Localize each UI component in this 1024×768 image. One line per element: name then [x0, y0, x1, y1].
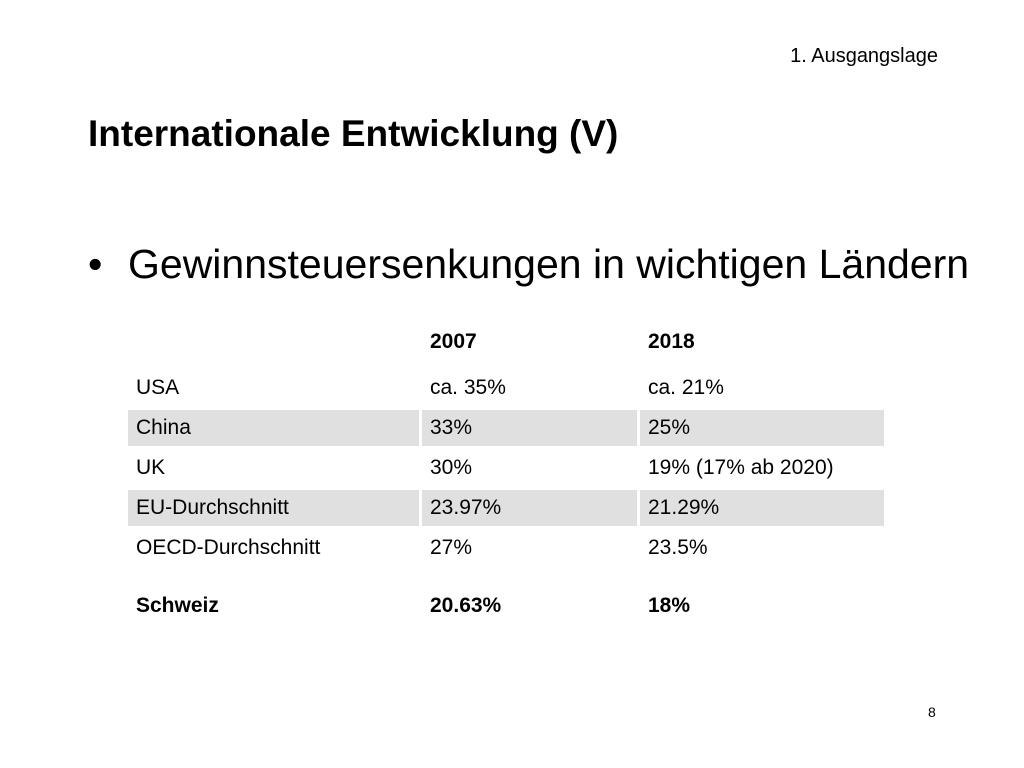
bullet-item [88, 238, 969, 290]
country-cell: UK [136, 456, 166, 479]
rate-2018-cell: 25% [640, 410, 884, 446]
country-cell: OECD-Durchschnitt [136, 536, 321, 559]
bullet-text: Gewinnsteuersenkungen in wichtigen Ländern [128, 241, 970, 287]
rate-2018-cell: 23.5% [648, 536, 708, 559]
country-cell: China [128, 410, 422, 446]
rate-2007-cell: 20.63% [430, 594, 502, 617]
table-row [128, 528, 884, 568]
table-row [128, 368, 884, 408]
page-number: 8 [928, 704, 936, 720]
table-row [128, 448, 884, 488]
table-row [128, 488, 884, 528]
rate-2007-cell: ca. 35% [430, 376, 506, 399]
rate-2007-cell: 27% [430, 536, 473, 559]
country-cell: USA [136, 376, 180, 399]
rate-2007-cell: 30% [430, 456, 473, 479]
tax-rate-table [128, 316, 884, 626]
rate-2007-cell: 23.97% [422, 490, 640, 526]
header-cell-2018: 2018 [648, 330, 695, 353]
rate-2018-cell: ca. 21% [648, 376, 724, 399]
bullet-icon: • [88, 241, 103, 287]
country-cell: EU-Durchschnitt [128, 490, 422, 526]
header-cell-2007: 2007 [430, 330, 477, 353]
rate-2018-cell: 18% [648, 594, 691, 617]
slide-title: Internationale Entwicklung (V) [88, 113, 619, 154]
table-row-highlight [128, 586, 884, 626]
rate-2018-cell: 19% (17% ab 2020) [648, 456, 834, 479]
country-cell: Schweiz [136, 594, 219, 617]
table-row [128, 408, 884, 448]
section-label: 1. Ausgangslage [790, 45, 938, 67]
header-cell-country [128, 316, 422, 368]
rate-2018-cell: 21.29% [640, 490, 884, 526]
rate-2007-cell: 33% [422, 410, 640, 446]
table-header-row [128, 316, 884, 368]
